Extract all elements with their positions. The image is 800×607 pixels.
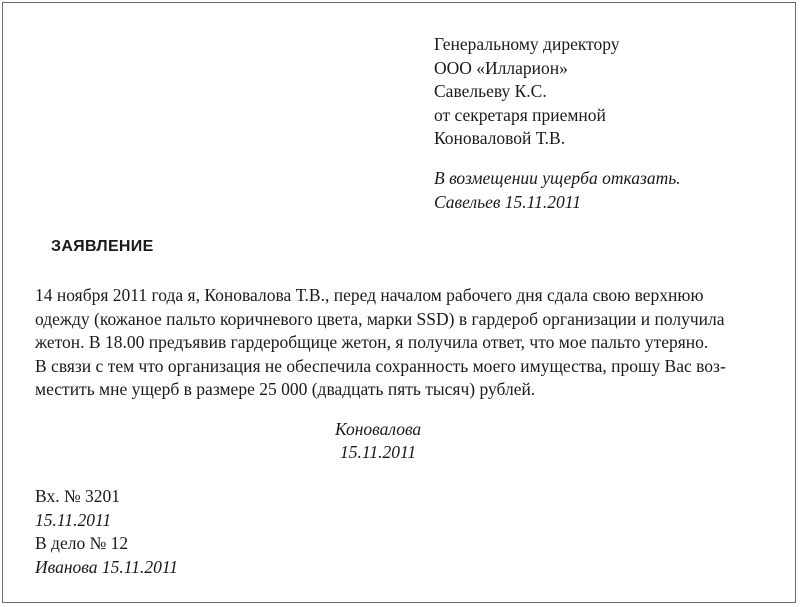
body-line: одежду (кожаное пальто коричневого цвета, марки SSD) в гардероб организации и получила [35, 308, 725, 329]
addressee-line: Коноваловой Т.В. [434, 128, 566, 149]
applicant-signature [335, 418, 421, 464]
document-body [35, 284, 765, 402]
registration-block [35, 485, 178, 579]
body-line: В связи с тем что организация не обеспечила сохранность моего имущества, прошу Вас воз- [35, 355, 726, 376]
addressee-line: ООО «Илларион» [434, 57, 568, 78]
incoming-date: 15.11.2011 [35, 509, 112, 530]
document-title: ЗАЯВЛЕНИЕ [51, 238, 154, 255]
addressee-line: Генеральному директору [434, 34, 620, 54]
filed-by: Иванова 15.11.2011 [35, 556, 179, 577]
signature-name: Коновалова [335, 419, 422, 439]
resolution-block [434, 166, 681, 214]
body-line: жетон. В 18.00 предъявив гардеробщице жетон, я получила ответ, что мое пальто утеряно. [35, 332, 709, 353]
addressee-line: от секретаря приемной [434, 104, 606, 125]
body-line: 14 ноября 2011 года я, Коновалова Т.В., перед началом рабочего дня сдала свою верхнюю [35, 285, 704, 305]
resolution-text: В возмещении ущерба отказать. [434, 168, 681, 188]
resolution-signature: Савельев 15.11.2011 [434, 192, 581, 212]
addressee-block [434, 33, 620, 151]
signature-date: 15.11.2011 [340, 442, 417, 462]
addressee-line: Савельеву К.С. [434, 81, 547, 102]
file-note: В дело № 12 [35, 533, 129, 554]
incoming-number: Вх. № 3201 [35, 486, 121, 506]
body-line: местить мне ущерб в размере 25 000 (двадцать пять тысяч) рублей. [35, 379, 536, 400]
